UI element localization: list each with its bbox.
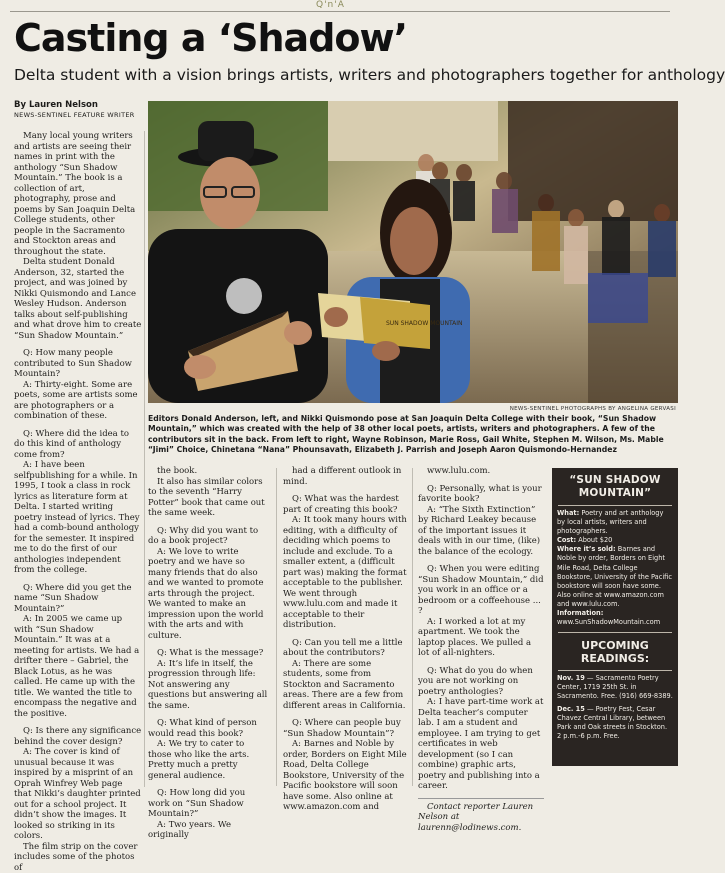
reading-event-date: Nov. 19 xyxy=(557,674,585,682)
sidebar-cost xyxy=(552,536,678,545)
article-paragraph: Q: How many people contributed to Sun Shadow Mountain? xyxy=(14,348,142,380)
sidebar-info-url: www.SunShadowMountain.com xyxy=(557,618,660,626)
article-paragraph: Q: Why did you want to do a book project? xyxy=(148,526,268,547)
article-paragraph: A: The cover is kind of unusual because it was inspired by a misprint of an Oprah Winfrey Web page that Nikki’s daughter printed out for a school project. It didn’t show the images. It looked so striking in its colors. xyxy=(14,747,142,842)
feature-photo-illustration xyxy=(148,101,678,403)
sidebar-title: “SUN SHADOW MOUNTAIN” xyxy=(552,468,678,500)
article-paragraph: A: I worked a lot at my apartment. We took the laptop places. We pulled a lot of all-nighters. xyxy=(418,617,544,659)
article-paragraph: A: There are some students, some from Stockton and Sacramento areas. There are a few from different areas in California. xyxy=(283,659,408,712)
article-paragraph: Q: Personally, what is your favorite book? xyxy=(418,484,544,505)
article-paragraph: The film strip on the cover includes some of the photos of xyxy=(14,842,142,873)
article-paragraph: It also has similar colors to the seventh “Harry Potter” book that came out the same week. xyxy=(148,477,268,519)
article-paragraph: A: I have been selfpublishing for a while. In 1995, I took a class in rock lyrics as literature form at Delta. I started writing poetry instead of lyrics. They had a comb-bound anthology for the semester. It inspired me to do the first of our anthologies independent from the college. xyxy=(14,460,142,576)
article-column-1 xyxy=(14,131,142,787)
sidebar-readings-title: UPCOMING READINGS: xyxy=(552,639,678,665)
sidebar-where xyxy=(552,545,678,609)
reading-event-date: Dec. 15 xyxy=(557,705,585,713)
reading-event-text: — Sacramento Poetry Center, 1719 25th St. in Sacramento. Free. (916) 669-8389. xyxy=(557,674,673,700)
sidebar-cost-text: About $20 xyxy=(578,536,612,544)
headline: Casting a ‘Shadow’ xyxy=(14,16,407,60)
reading-event-text: — Poetry Fest, Cesar Chavez Central Library, between Park and Oak streets in Stockton. 2 p.m.-6 p.m. Free. xyxy=(557,705,667,740)
byline-role: NEWS-SENTINEL FEATURE WRITER xyxy=(14,111,135,119)
top-rule xyxy=(10,11,670,12)
sidebar-what-text: Poetry and art anthology by local artists, writers and photographers. xyxy=(557,509,663,535)
feature-photo xyxy=(148,101,678,403)
column-divider xyxy=(276,468,277,786)
article-paragraph: A: It’s life in itself, the progression through life: Not answering any questions but answering all the same. xyxy=(148,659,268,712)
article-column-2 xyxy=(148,466,268,786)
reading-event xyxy=(552,705,678,741)
article-column-3 xyxy=(283,466,408,786)
sidebar-what-label: What: xyxy=(557,509,579,517)
article-paragraph: A: We love to write poetry and we have so many friends that do also and we wanted to promote arts through the project. We wanted to make an impression upon the world with the arts and with culture. xyxy=(148,547,268,642)
article-paragraph: Q: Can you tell me a little about the contributors? xyxy=(283,638,408,659)
article-paragraph: A: “The Sixth Extinction” by Richard Leakey because of the important issues it deals with in our time, (like) the balance of the ecology. xyxy=(418,505,544,558)
article-paragraph: A: In 2005 we came up with “Sun Shadow Mountain.” It was at a meeting for artists. We had a drifter there – Gabriel, the Black Lotus, as he was called. He came up with the title. We wanted the title to encompass the negative and the positive. xyxy=(14,614,142,719)
article-paragraph: Q: What is the message? xyxy=(148,648,268,659)
article-paragraph: Q: How long did you work on “Sun Shadow Mountain?” xyxy=(148,788,268,820)
article-paragraph: Many local young writers and artists are seeing their names in print with the anthology “Sun Shadow Mountain.” The book is a collection of art, photography, prose and poems by San Joaquin Delta College students, other people in the Sacramento and Stockton areas and throughout the state. xyxy=(14,131,142,257)
sidebar-rule xyxy=(558,632,672,633)
reading-event xyxy=(552,674,678,701)
sidebar-rule xyxy=(558,505,672,506)
article-paragraph: Q: What kind of person would read this book? xyxy=(148,718,268,739)
article-paragraph: the book. xyxy=(148,466,268,477)
article-paragraph: Q: Where did the idea to do this kind of anthology come from? xyxy=(14,429,142,461)
sidebar-where-label: Where it’s sold: xyxy=(557,545,616,553)
article-paragraph: Q: Where did you get the name “Sun Shadow Mountain?” xyxy=(14,583,142,615)
photo-caption: Editors Donald Anderson, left, and Nikki Quismondo pose at San Joaquin Delta College with their book, “Sun Shadow Mountain,” which was created with the help of 38 other local poets, artists, writers and photographers. A few of the contributors sit in the back. From left to right, Wayne Robinson, Marie Ross, Gail White, Stephen M. Wilson, Ms. Mable “Jimi” Choice, Chinetana “Nana” Phounsavath, Elizabeth J. Parrish and Joseph Aaron Quismondo-Hernandez xyxy=(148,414,676,456)
contact-line: Contact reporter Lauren Nelson at laurenn@lodinews.com. xyxy=(418,798,544,834)
article-paragraph: Q: When you were editing “Sun Shadow Mountain,” did you work in an office or a bedroom or a coffeehouse ... ? xyxy=(418,564,544,617)
article-paragraph: Q: Is there any significance behind the cover design? xyxy=(14,726,142,747)
article-paragraph: A: We try to cater to those who like the arts. Pretty much a pretty general audience. xyxy=(148,739,268,781)
section-tag: Q'n'A xyxy=(316,0,345,10)
sidebar-info xyxy=(552,609,678,627)
book-cover-title: SUN SHADOW MOUNTAIN xyxy=(386,320,463,327)
photo-credit: NEWS-SENTINEL PHOTOGRAPHS BY ANGELINA GERVASI xyxy=(510,406,676,412)
sidebar-where-text: Barnes and Noble by order, Borders on Eight Mile Road, Delta College Bookstore, University of the Pacific bookstore will soon have some. Also online at www.amazon.com and www.lulu.com. xyxy=(557,545,672,608)
article-paragraph: Q: What do you do when you are not working on poetry anthologies? xyxy=(418,666,544,698)
article-paragraph: A: It took many hours with editing, with a difficulty of deciding which poems to include and exclude. To a smaller extent, a (difficult part was) making the format acceptable to the publisher. We went through www.lulu.com and made it acceptable to their distribution. xyxy=(283,515,408,631)
article-paragraph: had a different outlook in mind. xyxy=(283,466,408,487)
sidebar-rule xyxy=(558,670,672,671)
column-divider xyxy=(144,131,145,787)
sidebar-info-label: Information: xyxy=(557,609,603,617)
sidebar-cost-label: Cost: xyxy=(557,536,576,544)
column-divider xyxy=(412,468,413,786)
article-column-4 xyxy=(418,466,544,786)
article-paragraph: Delta student Donald Anderson, 32, started the project, and was joined by Nikki Quismondo and Lance Wesley Hudson. Anderson talks about self-publishing and what drove him to create “Sun Shadow Mountain.” xyxy=(14,257,142,341)
article-paragraph: www.lulu.com. xyxy=(418,466,544,477)
article-paragraph: Q: What was the hardest part of creating this book? xyxy=(283,494,408,515)
article-paragraph: A: I have part-time work at Delta teacher’s computer lab. I am a student and employee. I am trying to get certificates in web development (so I can combine) graphic arts, poetry and publishing into a career. xyxy=(418,697,544,792)
article-paragraph: A: Two years. We originally xyxy=(148,820,268,841)
article-paragraph: Q: Where can people buy “Sun Shadow Mountain”? xyxy=(283,718,408,739)
sidebar-what xyxy=(552,509,678,536)
byline-author: By Lauren Nelson xyxy=(14,100,98,110)
article-paragraph: A: Barnes and Noble by order, Borders on Eight Mile Road, Delta College Bookstore, University of the Pacific bookstore will soon have some. Also online at www.amazon.com and xyxy=(283,739,408,813)
info-sidebar xyxy=(552,468,678,766)
subhead: Delta student with a vision brings artists, writers and photographers together for anthology xyxy=(14,66,725,84)
article-paragraph: A: Thirty-eight. Some are poets, some are artists some are photographers or a combination of these. xyxy=(14,380,142,422)
